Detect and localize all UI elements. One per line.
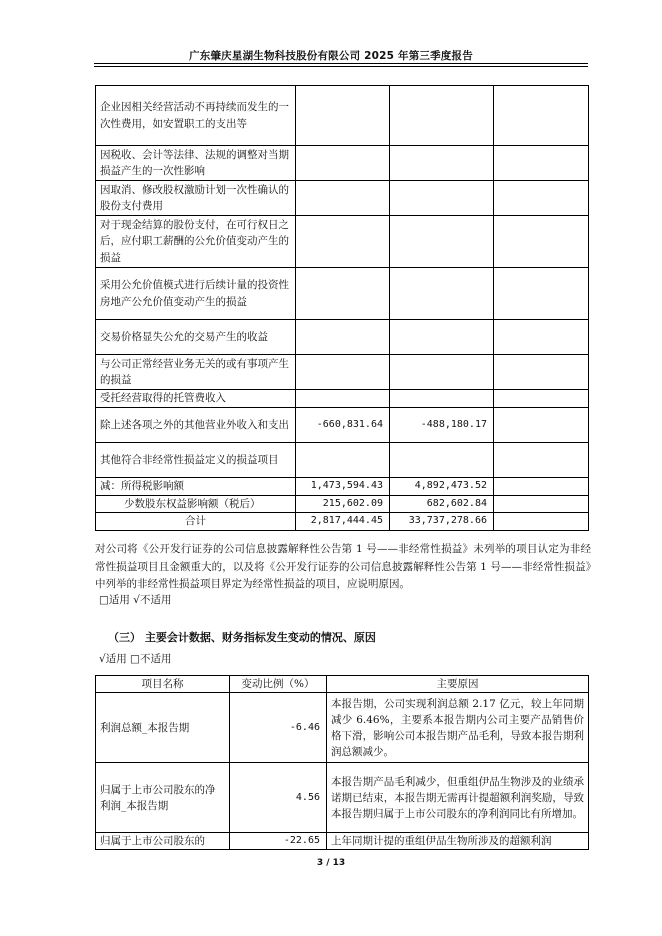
table-row	[96, 216, 589, 268]
item-cell: 少数股东权益影响额（税后）	[96, 495, 296, 513]
value-current	[296, 181, 390, 216]
applicability-checkbox-2: √适用 □不适用	[99, 653, 172, 665]
note-cell	[494, 355, 589, 390]
item-cell: 因税收、会计等法律、法规的调整对当期损益产生的一次性影响	[96, 146, 296, 181]
note-cell	[494, 181, 589, 216]
col-header-name: 项目名称	[96, 676, 230, 693]
value-ytd: 4,892,473.52	[390, 478, 494, 496]
item-cell: 对于现金结算的股份支付，在可行权日之后，应付职工薪酬的公允价值变动产生的损益	[96, 216, 296, 268]
table-row	[96, 495, 589, 513]
note-cell	[494, 86, 589, 146]
reason-text: 本报告期，公司实现利润总额 2.17 亿元，较上年同期减少 6.46%，主要系本报告期内公司主要产品销售价格下滑，影响公司本报告期产品毛利，导致本报告期利润总额减少。	[327, 693, 589, 763]
note-cell	[494, 268, 589, 320]
table-row	[96, 181, 589, 216]
value-current	[296, 320, 390, 355]
note-cell	[494, 495, 589, 513]
value-ytd: 33,737,278.66	[390, 513, 494, 531]
change-ratio: -6.46	[230, 693, 327, 763]
value-current	[296, 146, 390, 181]
value-ytd: 682,602.84	[390, 495, 494, 513]
item-cell: 与公司正常经营业务无关的或有事项产生的损益	[96, 355, 296, 390]
table-row	[96, 86, 589, 146]
table-row	[96, 763, 589, 833]
item-cell: 减：所得税影响额	[96, 478, 296, 496]
item-cell: 合计	[96, 513, 296, 531]
value-ytd	[390, 216, 494, 268]
value-ytd	[390, 443, 494, 478]
financial-changes-table	[95, 675, 589, 850]
table-row	[96, 478, 589, 496]
table-row	[96, 268, 589, 320]
section-title: （三） 主要会计数据、财务指标发生变动的情况、原因	[108, 631, 376, 644]
value-ytd	[390, 390, 494, 408]
item-cell: 其他符合非经常性损益定义的损益项目	[96, 443, 296, 478]
value-ytd	[390, 320, 494, 355]
note-cell	[494, 320, 589, 355]
item-cell: 除上述各项之外的其他营业外收入和支出	[96, 408, 296, 443]
table-header-row	[96, 676, 589, 693]
reason-text: 上年同期计提的重组伊品生物所涉及的超额利润	[327, 833, 589, 850]
explanation-paragraph: 对公司将《公开发行证券的公司信息披露解释性公告第 1 号——非经常性损益》未列举的项目认定为非经常性损益项目且金额重大的，以及将《公开发行证券的公司信息披露解释性公告第 1 号——非经常性损益》中列举的非经常性损益项目界定为经常性损益的项目，应说明原因。	[95, 543, 591, 590]
page-number: 3 / 13	[316, 858, 346, 868]
value-current	[296, 268, 390, 320]
col-header-ratio: 变动比例（%）	[230, 676, 327, 693]
note-cell	[494, 443, 589, 478]
item-name: 利润总额_本报告期	[96, 693, 230, 763]
header-rule-thin	[94, 66, 588, 67]
value-current	[296, 216, 390, 268]
item-name: 归属于上市公司股东的净利润_本报告期	[96, 763, 230, 833]
table-row	[96, 390, 589, 408]
table-row	[96, 408, 589, 443]
item-cell: 受托经营取得的托管费收入	[96, 390, 296, 408]
change-ratio: 4.56	[230, 763, 327, 833]
col-header-reason: 主要原因	[327, 676, 589, 693]
value-ytd	[390, 146, 494, 181]
value-ytd	[390, 86, 494, 146]
value-current	[296, 443, 390, 478]
reason-text: 本报告期产品毛利减少，但重组伊品生物涉及的业绩承诺期已结束，本报告期无需再计提超额利润奖励，导致本报告期归属于上市公司股东的净利润同比有所增加。	[327, 763, 589, 833]
item-cell: 交易价格显失公允的交易产生的收益	[96, 320, 296, 355]
table-row	[96, 320, 589, 355]
change-ratio: -22.65	[230, 833, 327, 850]
value-current: 215,602.09	[296, 495, 390, 513]
note-cell	[494, 478, 589, 496]
table-row	[96, 355, 589, 390]
note-cell	[494, 390, 589, 408]
value-ytd: -488,180.17	[390, 408, 494, 443]
item-cell: 因取消、修改股权激励计划一次性确认的股份支付费用	[96, 181, 296, 216]
table-row-total	[96, 513, 589, 531]
table-row	[96, 443, 589, 478]
header-rule-thick	[94, 63, 588, 64]
page-header: 广东肇庆星湖生物科技股份有限公司 2025 年第三季度报告	[189, 50, 473, 62]
non-recurring-items-table	[95, 85, 589, 531]
value-current	[296, 390, 390, 408]
table-row	[96, 833, 589, 850]
value-current: 1,473,594.43	[296, 478, 390, 496]
value-current: -660,831.64	[296, 408, 390, 443]
item-cell: 企业因相关经营活动不再持续而发生的一次性费用，如安置职工的支出等	[96, 86, 296, 146]
value-ytd	[390, 181, 494, 216]
value-current: 2,817,444.45	[296, 513, 390, 531]
applicability-checkbox-1: □适用 √不适用	[99, 594, 172, 606]
note-cell	[494, 146, 589, 181]
note-cell	[494, 408, 589, 443]
value-ytd	[390, 268, 494, 320]
value-ytd	[390, 355, 494, 390]
item-cell: 采用公允价值模式进行后续计量的投资性房地产公允价值变动产生的损益	[96, 268, 296, 320]
note-cell	[494, 513, 589, 531]
item-name: 归属于上市公司股东的	[96, 833, 230, 850]
value-current	[296, 86, 390, 146]
table-row	[96, 693, 589, 763]
table-row	[96, 146, 589, 181]
value-current	[296, 355, 390, 390]
note-cell	[494, 216, 589, 268]
